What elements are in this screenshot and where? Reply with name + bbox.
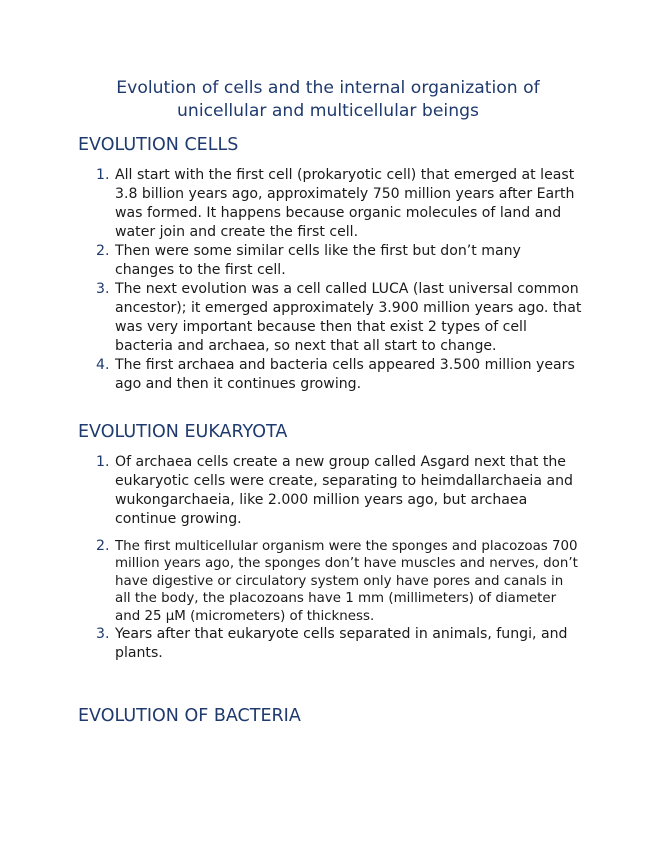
list-item-number: 3. — [96, 281, 110, 297]
document-title: Evolution of cells and the internal organization of unicellular and multicellular beings — [116, 78, 540, 121]
list-item-number: 4. — [96, 357, 110, 373]
list-item-text: The first archaea and bacteria cells appeared 3.500 million years ago and then it continues growing. — [115, 357, 575, 392]
list-item — [78, 166, 583, 242]
list-item-text: The next evolution was a cell called LUCA (last universal common ancestor); it emerged approximately 3.900 million years ago. that was very important because then that exist 2 types of cell bacteria and archaea, so next that all start to change. — [115, 281, 582, 354]
list-item — [78, 280, 583, 356]
list-item-number: 1. — [96, 454, 110, 470]
list-item-number: 2. — [96, 538, 110, 554]
list-item-text: Of archaea cells create a new group called Asgard next that the eukaryotic cells were create, separating to heimdallarchaeia and wukongarchaeia, like 2.000 million years ago, but archaea continue growing. — [115, 454, 573, 527]
list-item-text: All start with the first cell (prokaryotic cell) that emerged at least 3.8 billion years ago, approximately 750 million years after Earth was formed. It happens because organic molecules of land and water join and create the first cell. — [115, 167, 575, 240]
list-item-text: Then were some similar cells like the first but don’t many changes to the first cell. — [115, 243, 521, 278]
section-heading-evolution-cells: EVOLUTION CELLS — [78, 135, 239, 155]
list-item-number: 3. — [96, 626, 110, 643]
list-item — [78, 625, 583, 663]
list-item — [78, 453, 583, 529]
list-item-text: Years after that eukaryote cells separated in animals, fungi, and plants. — [115, 626, 568, 662]
list-item — [78, 356, 583, 394]
section-heading-evolution-eukaryota: EVOLUTION EUKARYOTA — [78, 422, 288, 442]
list-item — [78, 242, 583, 280]
list-item-text: The first multicellular organism were the sponges and placozoas 700 million years ago, the sponges don’t have muscles and nerves, don’t have digestive or circulatory system only have pores and canals in all the body, the placozoans have 1 mm (millimeters) of diameter and 25 µM (micrometers) of thickness. — [115, 539, 578, 624]
evolution-cells-list — [78, 166, 583, 394]
evolution-eukaryota-list — [78, 453, 583, 663]
list-item-number: 1. — [96, 167, 110, 183]
list-item — [78, 538, 583, 625]
list-item-number: 2. — [96, 243, 110, 259]
section-heading-evolution-of-bacteria: EVOLUTION OF BACTERIA — [78, 706, 301, 726]
